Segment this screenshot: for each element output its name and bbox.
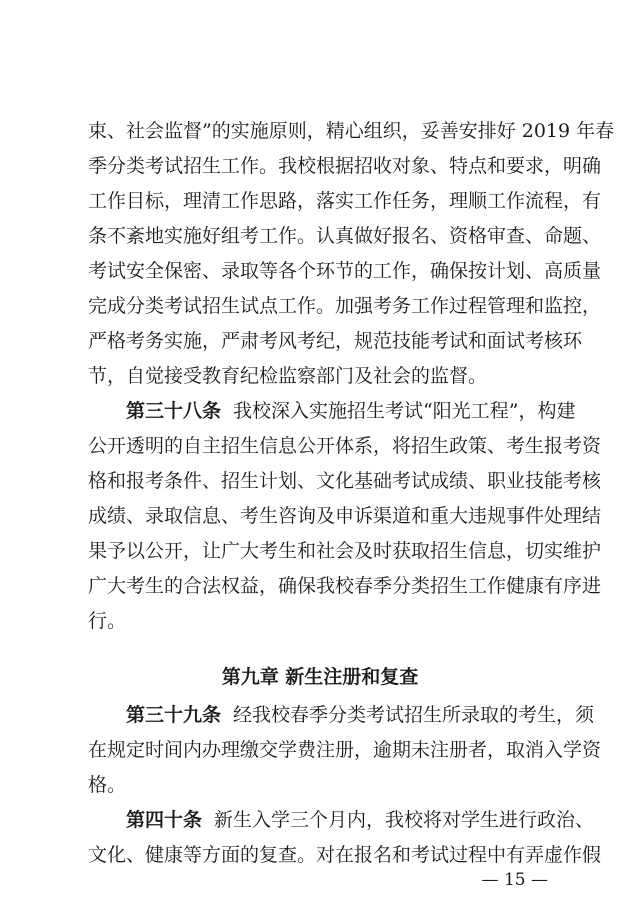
para1-line-8: 节，自觉接受教育纪检监察部门及社会的监督。 [88,365,488,387]
article-38-line-5: 果予以公开，让广大考生和社会及时获取招生信息，切实维护 [88,540,602,562]
article-40-first-text: 新生入学三个月内，我校将对学生进行政治、 [214,809,595,831]
para1-line-3: 工作目标，理清工作思路，落实工作任务，理顺工作流程，有 [88,190,602,212]
article-39-first-line [126,700,595,730]
article-39-line-3: 格。 [88,774,127,796]
article-38-line-7: 行。 [88,610,127,632]
article-38-first-line [126,396,576,426]
para1-line-6: 完成分类考试招生试点工作。加强考务工作过程管理和监控， [88,295,602,317]
article-39-line-2: 在规定时间内办理缴交学费注册，逾期未注册者，取消入学资 [88,739,602,761]
para1-line-2: 季分类考试招生工作。我校根据招收对象、特点和要求，明确 [88,155,602,177]
article-38-line-6: 广大考生的合法权益，确保我校春季分类招生工作健康有序进 [88,575,602,597]
article-38-line-2: 公开透明的自主招生信息公开体系，将招生政策、考生报考资 [88,435,602,457]
article-38-first-text: 我校深入实施招生考试“阳光工程”，构建 [233,400,576,422]
article-40-line-2: 文化、健康等方面的复查。对在报名和考试过程中有弄虚作假 [88,844,602,866]
article-40-label: 第四十条 [126,809,203,831]
article-39-label: 第三十九条 [126,704,222,726]
para1-line-1: 束、社会监督”的实施原则，精心组织，妥善安排好 2019 年春 [88,120,615,142]
article-38-label: 第三十八条 [126,400,222,422]
para1-line-5: 考试安全保密、录取等各个环节的工作，确保按计划、高质量 [88,260,602,282]
article-40-first-line [126,805,595,835]
para1-line-7: 严格考务实施，严肃考风考纪，规范技能考试和面试考核环 [88,330,583,352]
chapter-9-heading: 第九章 新生注册和复查 [221,666,419,688]
page-number: — 15 — [481,870,548,890]
para1-line-4: 条不紊地实施好组考工作。认真做好报名、资格审查、命题、 [88,225,602,247]
article-38-line-3: 格和报考条件、招生计划、文化基础考试成绩、职业技能考核 [88,470,602,492]
article-38-line-4: 成绩、录取信息、考生咨询及申诉渠道和重大违规事件处理结 [88,505,602,527]
article-39-first-text: 经我校春季分类考试招生所录取的考生，须 [233,704,595,726]
